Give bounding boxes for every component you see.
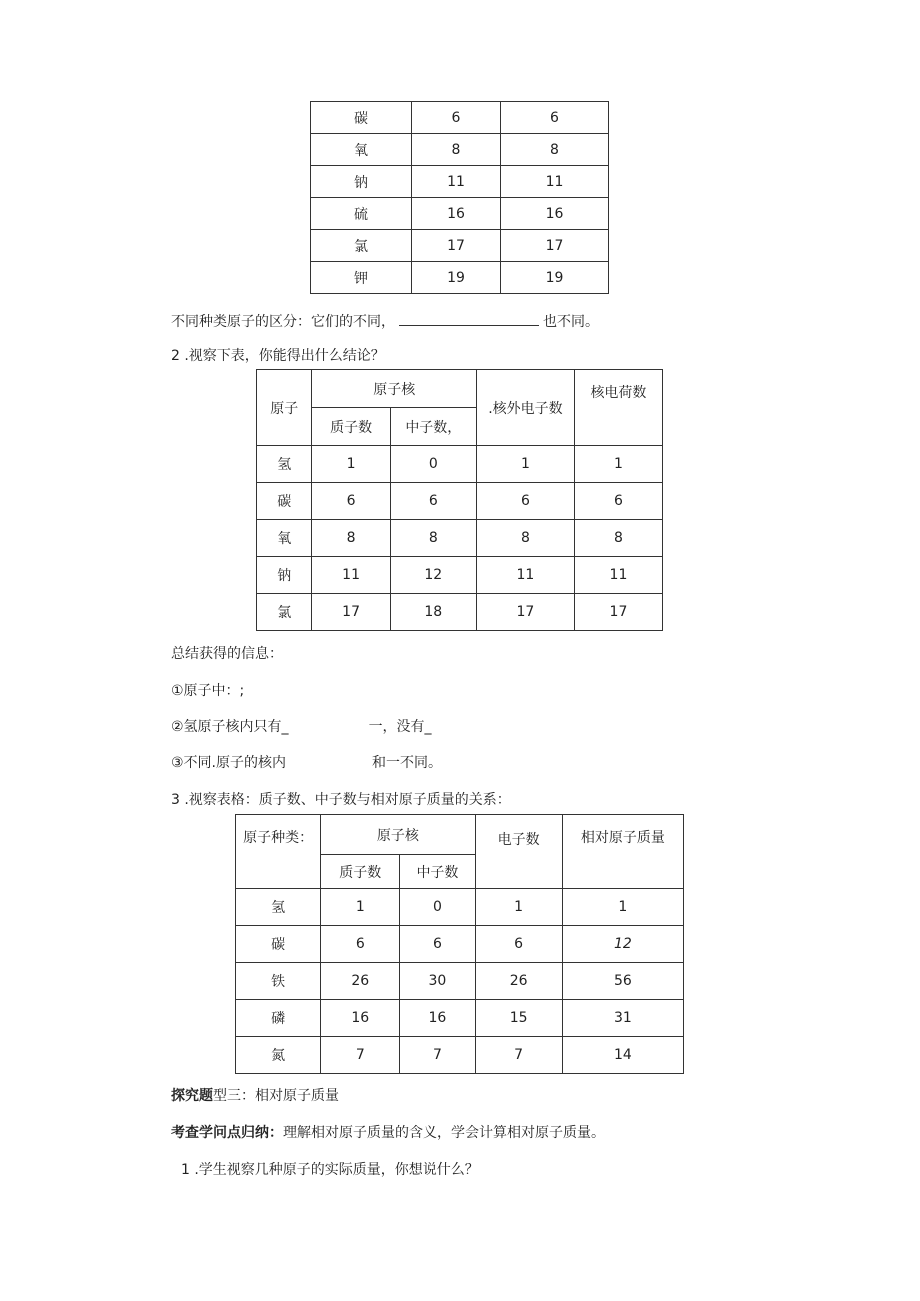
table-cell: 30 bbox=[400, 963, 475, 1000]
table-row bbox=[311, 102, 609, 134]
table-row bbox=[257, 557, 663, 594]
table-cell: 氯 bbox=[257, 594, 312, 631]
header-electron: 电子数 bbox=[475, 815, 562, 889]
table-cell: 12 bbox=[390, 557, 476, 594]
table-cell: 16 bbox=[412, 198, 501, 230]
header-atom: 原子 bbox=[257, 370, 312, 446]
question-2-title: 2 .视察下表，你能得出什么结论？ bbox=[171, 348, 385, 364]
table-cell: 19 bbox=[501, 262, 609, 294]
header-electron: .核外电子数 bbox=[476, 370, 574, 446]
header-proton: 质子数 bbox=[321, 855, 400, 889]
table-cell: 11 bbox=[476, 557, 574, 594]
header-neutron: 中子数， bbox=[390, 408, 476, 446]
table-cell: 17 bbox=[574, 594, 662, 631]
table-cell: 氯 bbox=[311, 230, 412, 262]
table-cell: 8 bbox=[390, 520, 476, 557]
table-cell: 铁 bbox=[236, 963, 321, 1000]
table-cell: 8 bbox=[412, 134, 501, 166]
table-cell: 8 bbox=[501, 134, 609, 166]
table-cell: 6 bbox=[390, 483, 476, 520]
table-cell: 18 bbox=[390, 594, 476, 631]
question-1-last: 1 .学生视察几种原子的实际质量，你想说什么？ bbox=[181, 1162, 479, 1178]
header-charge: 核电荷数 bbox=[574, 370, 662, 446]
table-cell: 31 bbox=[562, 1000, 683, 1037]
table-cell: 6 bbox=[312, 483, 390, 520]
table-cell: 1 bbox=[562, 889, 683, 926]
table-cell: 碳 bbox=[257, 483, 312, 520]
table-cell: 碳 bbox=[311, 102, 412, 134]
table-cell: 6 bbox=[412, 102, 501, 134]
table-row bbox=[257, 520, 663, 557]
table-cell: 11 bbox=[312, 557, 390, 594]
header-nucleus: 原子核 bbox=[312, 370, 476, 408]
table-row bbox=[311, 230, 609, 262]
element-table-top bbox=[310, 101, 609, 294]
header-nucleus: 原子核 bbox=[321, 815, 475, 855]
table-cell: 氢 bbox=[236, 889, 321, 926]
table-cell: 7 bbox=[321, 1037, 400, 1074]
table-cell: 氧 bbox=[257, 520, 312, 557]
table-cell: 碳 bbox=[236, 926, 321, 963]
table-cell: 6 bbox=[475, 926, 562, 963]
table-cell: 14 bbox=[562, 1037, 683, 1074]
answer-blank[interactable] bbox=[399, 313, 539, 326]
table-cell: 17 bbox=[412, 230, 501, 262]
table-cell: 8 bbox=[574, 520, 662, 557]
table-row bbox=[236, 1037, 684, 1074]
table-cell: 26 bbox=[321, 963, 400, 1000]
table-cell: 6 bbox=[574, 483, 662, 520]
table-cell: 11 bbox=[412, 166, 501, 198]
summary-item-1: ①原子中：; bbox=[171, 683, 245, 699]
table-cell: 硫 bbox=[311, 198, 412, 230]
table-cell: 8 bbox=[476, 520, 574, 557]
table-cell: 17 bbox=[312, 594, 390, 631]
summary-item-2: ②氢原子核内只有_ 一，没有_ bbox=[171, 719, 432, 735]
table-cell: 12 bbox=[562, 926, 683, 963]
table-cell: 磷 bbox=[236, 1000, 321, 1037]
table-cell: 1 bbox=[476, 446, 574, 483]
table-row bbox=[236, 926, 684, 963]
header-neutron: 中子数 bbox=[400, 855, 475, 889]
table-cell: 6 bbox=[501, 102, 609, 134]
table-cell: 1 bbox=[574, 446, 662, 483]
table-row bbox=[257, 483, 663, 520]
table-cell: 0 bbox=[400, 889, 475, 926]
header-type: 原子种类： bbox=[236, 815, 321, 889]
table-cell: 16 bbox=[400, 1000, 475, 1037]
atom-structure-table bbox=[256, 369, 663, 631]
summary-title: 总结获得的信息： bbox=[171, 646, 283, 662]
table-cell: 17 bbox=[476, 594, 574, 631]
table-row bbox=[257, 446, 663, 483]
table-cell: 11 bbox=[574, 557, 662, 594]
table-cell: 氧 bbox=[311, 134, 412, 166]
table-cell: 19 bbox=[412, 262, 501, 294]
table-cell: 17 bbox=[501, 230, 609, 262]
table-row bbox=[311, 262, 609, 294]
table-row bbox=[236, 1000, 684, 1037]
table-row bbox=[311, 134, 609, 166]
header-mass: 相对原子质量 bbox=[562, 815, 683, 889]
table-cell: 6 bbox=[400, 926, 475, 963]
header-proton: 质子数 bbox=[312, 408, 390, 446]
table-cell: 0 bbox=[390, 446, 476, 483]
table-cell: 15 bbox=[475, 1000, 562, 1037]
table-cell: 6 bbox=[476, 483, 574, 520]
distinction-line: 不同种类原子的区分：它们的不同， 也不同。 bbox=[171, 314, 599, 330]
table-cell: 16 bbox=[321, 1000, 400, 1037]
table-cell: 氮 bbox=[236, 1037, 321, 1074]
table-row bbox=[311, 166, 609, 198]
table-cell: 钾 bbox=[311, 262, 412, 294]
table-row bbox=[236, 889, 684, 926]
table-cell: 16 bbox=[501, 198, 609, 230]
table-cell: 1 bbox=[475, 889, 562, 926]
table-row bbox=[257, 594, 663, 631]
table-cell: 26 bbox=[475, 963, 562, 1000]
table-cell: 钠 bbox=[311, 166, 412, 198]
table-row bbox=[236, 963, 684, 1000]
table-cell: 钠 bbox=[257, 557, 312, 594]
table-cell: 氢 bbox=[257, 446, 312, 483]
table-row bbox=[311, 198, 609, 230]
question-3-title: 3 .视察表格：质子数、中子数与相对原子质量的关系： bbox=[171, 792, 511, 808]
table-cell: 6 bbox=[321, 926, 400, 963]
table-cell: 1 bbox=[312, 446, 390, 483]
table-cell: 1 bbox=[321, 889, 400, 926]
table-cell: 56 bbox=[562, 963, 683, 1000]
summary-item-3: ③不同.原子的核内 和一不同。 bbox=[171, 755, 443, 771]
table-cell: 8 bbox=[312, 520, 390, 557]
atomic-mass-table bbox=[235, 814, 684, 1074]
section-heading: 探究题型三：相对原子质量 bbox=[171, 1088, 339, 1104]
knowledge-summary: 考查学问点归纳：理解相对原子质量的含义，学会计算相对原子质量。 bbox=[171, 1125, 605, 1141]
table-cell: 7 bbox=[400, 1037, 475, 1074]
table-cell: 7 bbox=[475, 1037, 562, 1074]
table-cell: 11 bbox=[501, 166, 609, 198]
